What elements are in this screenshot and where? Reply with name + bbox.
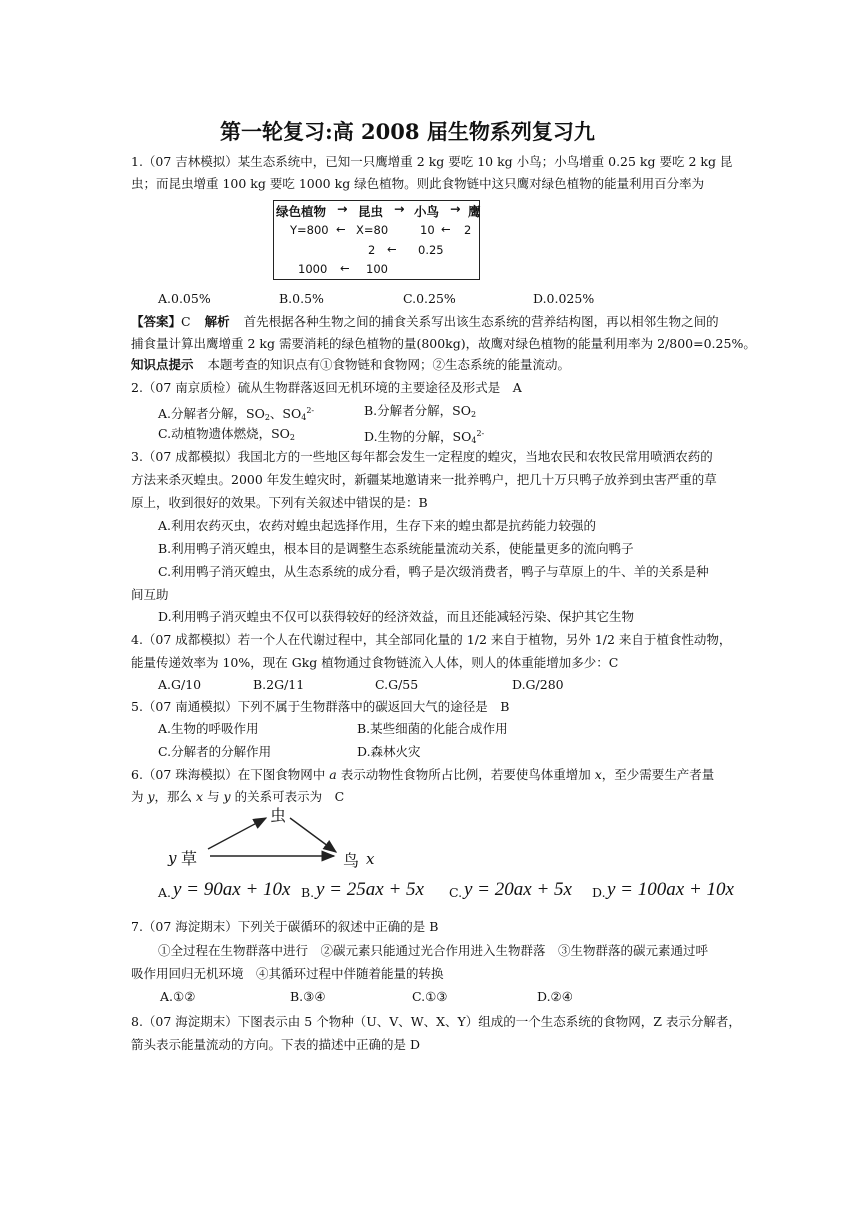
page-title: 第一轮复习:高 2008 届生物系列复习九 (220, 119, 595, 144)
q6-web-y: y (168, 849, 177, 867)
q6-text: 的关系可表示为 C (230, 789, 345, 804)
answer-value: C (181, 314, 191, 329)
q6-option-a-eq: y = 90ax + 10x (173, 879, 291, 900)
left-arrow-icon: ← (340, 261, 350, 275)
q1-hint (131, 358, 570, 372)
q1-chain-plant: 绿色植物 (276, 204, 327, 219)
q2-option-d (364, 427, 484, 448)
q6-option-a-letter: A. (158, 885, 172, 900)
q1-stem-line1: 1.（07 吉林模拟）某生态系统中，已知一只鹰增重 2 kg 要吃 10 kg 小鸟；小鸟增重 0.25 kg 要吃 2 kg 昆 (131, 154, 733, 169)
q7-statements-line1: ①全过程在生物群落中进行 ②碳元素只能通过光合作用进入生物群落 ③生物群落的碳元素通过呼 (158, 943, 709, 958)
arrow-icon: → (337, 201, 348, 216)
q1-chain-eagle: 鹰 (468, 204, 481, 219)
arrow-icon: → (450, 201, 461, 216)
q1-energy-figure (273, 200, 480, 280)
q7-statements-line2: 吸作用回归无机环境 ④其循环过程中伴随着能量的转换 (131, 966, 444, 981)
left-arrow-icon: ← (387, 242, 397, 256)
analysis-label: 解析 (204, 314, 230, 329)
q1-option-d: D.0.025% (533, 291, 595, 306)
q6-var-x: x (196, 789, 204, 804)
q1-chain-bird: 小鸟 (414, 204, 440, 219)
q6-text: 6.（07 珠海模拟）在下图食物网中 (131, 767, 330, 782)
arrow-insect-to-bird (290, 818, 336, 852)
q4-option-a: A.G/10 (158, 677, 202, 692)
q2-option-c (158, 427, 295, 445)
subscript: 4 (301, 413, 307, 422)
q7-option-a: A.①② (160, 989, 196, 1004)
q3-option-c-line2: 间互助 (131, 587, 169, 602)
q3-option-c-line1: C.利用鸭子消灭蝗虫，从生态系统的成分看，鸭子是次级消费者，鸭子与草原上的牛、羊的关系是种 (158, 564, 709, 579)
q7-option-b: B.③④ (290, 989, 326, 1004)
q1-r1-bird: 10 (420, 223, 435, 237)
q1-option-a: A.0.05% (158, 291, 211, 306)
q7-option-c: C.①③ (412, 989, 448, 1004)
subscript: 4 (471, 436, 477, 445)
q6-web-bird: 鸟 (343, 851, 360, 870)
q2-opt-d-text: D.生物的分解，SO (364, 429, 472, 444)
arrow-icon: → (394, 201, 405, 216)
q7-stem: 7.（07 海淀期末）下列关于碳循环的叙述中正确的是 B (131, 919, 439, 934)
q5-option-c: C.分解者的分解作用 (158, 744, 272, 759)
superscript: 2- (306, 406, 315, 415)
q4-option-c: C.G/55 (375, 677, 419, 692)
subscript: 2 (289, 433, 295, 442)
left-arrow-icon: ← (441, 222, 451, 236)
q1-option-b: B.0.5% (279, 291, 324, 306)
hint-label: 知识点提示 (131, 357, 194, 372)
q3-option-d: D.利用鸭子消灭蝗虫不仅可以获得较好的经济效益，而且还能减轻污染、保护其它生物 (158, 609, 635, 624)
q1-r2-insect: 2 (368, 243, 376, 257)
q6-web-x: x (366, 850, 375, 868)
q6-text: 表示动物性食物所占比例，若要使鸟体重增加 (336, 767, 595, 782)
q1-chain-insect: 昆虫 (358, 204, 384, 219)
q6-var-y: y (147, 789, 155, 804)
q1-r2-bird: 0.25 (418, 243, 444, 257)
q6-option-b-eq: y = 25ax + 5x (316, 879, 424, 900)
q6-option-d-letter: D. (592, 885, 606, 900)
q4-stem-line2: 能量传递效率为 10%，现在 Gkg 植物通过食物链流入人体，则人的体重能增加多少：C (131, 655, 619, 670)
superscript: 2- (476, 429, 485, 438)
answer-label: 【答案】 (131, 314, 182, 329)
q6-option-b-letter: B. (301, 885, 315, 900)
q6-web-insect: 虫 (270, 806, 287, 825)
q6-text: ，至少需要生产者量 (601, 767, 715, 782)
q3-option-b: B.利用鸭子消灭蝗虫，根本目的是调整生态系统能量流动关系，使能量更多的流向鸭子 (158, 541, 634, 556)
q6-var-x: x (594, 767, 602, 782)
subscript: 2 (470, 410, 477, 419)
q5-option-b: B.某些细菌的化能合成作用 (357, 721, 508, 736)
subscript: 2 (264, 413, 270, 422)
q6-option-d-eq: y = 100ax + 10x (607, 879, 734, 900)
q2-option-b (364, 404, 476, 422)
q1-analysis-line2: 捕食量计算出鹰增重 2 kg 需要消耗的绿色植物的量(800kg)，故鹰对绿色植物的能量利用率为 2/800=0.25%。 (131, 336, 756, 351)
q8-stem-line2: 箭头表示能量流动的方向。下表的描述中正确的是 D (131, 1037, 420, 1052)
q1-r3-insect: 100 (366, 262, 388, 276)
q4-option-d: D.G/280 (512, 677, 564, 692)
q8-stem-line1: 8.（07 海淀期末）下图表示由 5 个物种（U、V、W、X、Y）组成的一个生态系统的食物网，Z 表示分解者， (131, 1014, 741, 1029)
q2-opt-a-text: A.分解者分解，SO (158, 406, 265, 421)
q3-option-a: A.利用农药灭虫，农药对蝗虫起选择作用，生存下来的蝗虫都是抗药能力较强的 (158, 518, 597, 533)
analysis-text: 首先根据各种生物之间的捕食关系写出该生态系统的营养结构图，再以相邻生物之间的 (243, 314, 719, 329)
q3-stem-line1: 3.（07 成都模拟）我国北方的一些地区每年都会发生一定程度的蝗灾，当地农民和农牧民常用喷洒农药的 (131, 449, 713, 464)
q1-stem-line2: 虫；而昆虫增重 100 kg 要吃 1000 kg 绿色植物。则此食物链中这只鹰对绿色植物的能量利用百分率为 (131, 176, 705, 191)
q6-text: 为 (131, 789, 148, 804)
q3-stem-line3: 原上，收到很好的效果。下列有关叙述中错误的是：B (131, 495, 428, 510)
q5-option-d: D.森林火灾 (357, 744, 421, 759)
left-arrow-icon: ← (336, 222, 346, 236)
q6-text: ，那么 (154, 789, 197, 804)
q1-option-c: C.0.25% (403, 291, 456, 306)
q2-stem: 2.（07 南京质检）硫从生物群落返回无机环境的主要途径及形式是 A (131, 380, 522, 395)
q5-option-a: A.生物的呼吸作用 (158, 721, 259, 736)
q4-stem-line1: 4.（07 成都模拟）若一个人在代谢过程中，其全部同化量的 1/2 来自于植物，另外 1/2 来自于植食性动物， (131, 632, 732, 647)
q1-r1-x: X=80 (356, 223, 389, 237)
q5-stem: 5.（07 南通模拟）下列不属于生物群落中的碳返回大气的途径是 B (131, 699, 510, 714)
hint-text: 本题考查的知识点有①食物链和食物网；②生态系统的能量流动。 (207, 357, 571, 372)
q6-text: 与 (203, 789, 224, 804)
q1-r3-plant: 1000 (298, 262, 328, 276)
q1-r1-eagle: 2 (464, 223, 472, 237)
q6-option-c-eq: y = 20ax + 5x (464, 879, 572, 900)
q1-r1-y: Y=800 (290, 223, 329, 237)
arrow-grass-to-insect (208, 818, 266, 849)
q6-option-c-letter: C. (449, 885, 463, 900)
q6-var-a: a (329, 767, 337, 782)
q6-web-grass: 草 (181, 849, 198, 868)
q3-stem-line2: 方法来杀灭蝗虫。2000 年发生蝗灾时，新疆某地邀请来一批养鸭户，把几十万只鸭子放养到虫害严重的草 (131, 472, 717, 487)
q6-var-y: y (223, 789, 231, 804)
q7-option-d: D.②④ (537, 989, 573, 1004)
q2-opt-c-text: C.动植物遗体燃烧，SO (158, 426, 290, 441)
q1-answer-line1 (131, 315, 719, 329)
q2-opt-b-text: B.分解者分解，SO (364, 403, 471, 418)
q2-opt-a-mid: 、SO (269, 406, 302, 421)
q6-stem-line1 (131, 768, 714, 782)
q2-option-a (158, 404, 314, 425)
q4-option-b: B.2G/11 (253, 677, 305, 692)
